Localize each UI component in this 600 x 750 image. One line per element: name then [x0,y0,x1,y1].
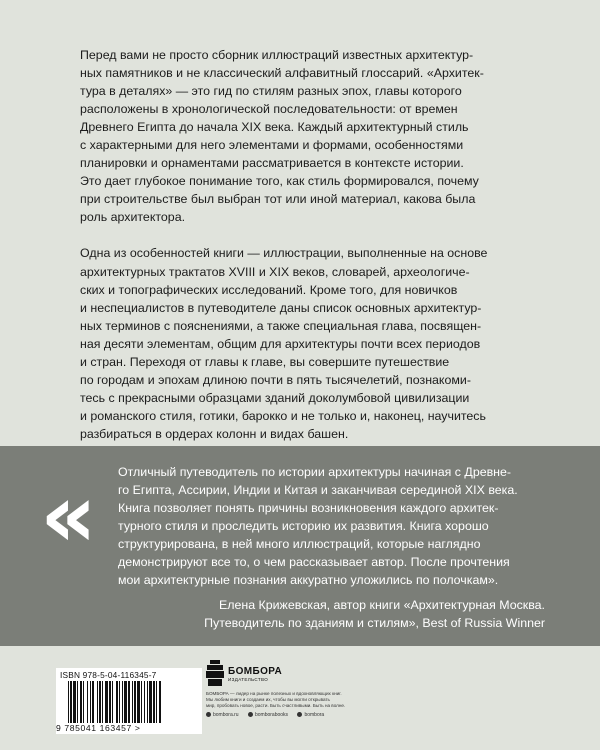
barcode-bar [147,681,148,723]
text-line: Перед вами не просто сборник иллюстраций известных архитектур- [80,48,474,62]
publisher-socials [206,712,332,718]
barcode-bar [97,681,98,723]
barcode-bar [80,681,82,723]
barcode-bar [128,681,130,723]
barcode-bar [153,681,155,723]
attribution-line: Елена Крижевская, автор книги «Архитектурная Москва. [218,598,545,612]
barcode-bar [134,681,136,723]
social-website[interactable]: bombora.ru [206,712,239,718]
barcode-bar [92,681,94,723]
text-line: роль архитектора. [80,210,186,225]
barcode-bar [73,681,76,723]
text-line: и романского стиля, готики, барокко и не только и, наконец, научитесь [80,408,486,423]
text-line: с характерными для него элементами и формами, особенностями [80,138,464,153]
text-line: ных памятников и не классический алфавитный глоссарий. «Архитек- [80,66,484,81]
review-quote-band [0,446,600,646]
barcode-bar [105,681,108,723]
quote-line: турного стиля и проследить историю их развития. Книга хорошо [118,519,489,533]
barcode-bar [156,681,157,723]
telegram-icon [297,712,302,717]
barcode-bar [141,681,142,723]
barcode-bar [83,681,84,723]
vk-icon [248,712,253,717]
globe-icon [206,712,211,717]
text-line: при строительстве был выбран тот или иной материал, какова была [80,192,476,207]
text-line: по городам и эпохам длиною почти в пять тысячелетий, познакоми- [80,372,471,387]
barcode-bar [122,681,123,723]
text-line: архитектурных трактатов XVIII и XIX веков, словарей, археологиче- [80,264,470,279]
quote-line: Книга позволяет понять причины возникновения каждого архитек- [118,501,499,515]
description-paragraph-1 [80,46,528,226]
barcode-bar [102,681,103,723]
quote-line: мои архитектурные познания аккуратно уложились по полочкам». [118,573,499,587]
description-paragraph-2 [80,244,528,443]
barcode-bar [137,681,140,723]
publisher-description-line: Мы любим книги и создаем их, чтобы вы могли открывать [206,697,330,703]
text-line: планировки и орнаментами рассматривается в контексте истории. [80,156,464,171]
barcode-bar [109,681,111,723]
review-quote-text [118,463,556,589]
social-vk[interactable]: bomborabooks [248,712,288,718]
text-line: тесь с прекрасными образцами зданий доколумбовой цивилизации [80,390,470,405]
publisher-subtitle: ИЗДАТЕЛЬСТВО [228,677,269,682]
text-line: Одна из особенностей книги — иллюстрации, выполненные на основе [80,246,488,261]
barcode-bar [116,681,118,723]
text-line: ских и топографических исследований. Кроме того, для новичков [80,282,458,297]
quote-line: структурирована, в ней много иллюстраций, которые наглядно [118,537,481,551]
barcode-bar [119,681,120,723]
publisher-description-line: БОМБОРА — лидер на рынке полезных и вдохновляющих книг. [206,691,342,696]
barcode-bar [144,681,145,723]
quote-line: Отличный путеводитель по истории архитектуры начиная с Древне- [118,465,512,479]
text-line: тура в деталях» — это гид по стилям разных эпох, главы которого [80,84,462,99]
quote-mark-icon: « [40,464,97,567]
text-line: расположены в хронологической последовательности: от времен [80,102,458,117]
isbn-label: ISBN 978-5-04-116345-7 [60,670,157,680]
text-line: разбираться в ордерах колонн и видах башен. [80,426,349,441]
publisher-description-line: мир, пробовать новое, расти. Быть счастливыми. Быть на волне. [206,703,346,709]
barcode-bar [70,681,72,723]
barcode-bar [149,681,152,723]
text-line: Древнего Египта до начала XIX века. Каждый архитектурный стиль [80,120,469,135]
barcode-bars [68,681,190,723]
barcode-bar [87,681,88,723]
social-telegram[interactable]: bombora [297,712,324,718]
barcode-number: 9 785041 163457 > [56,723,141,733]
text-line: ная десяти элементам, общим для архитектуры почти всех периодов [80,336,481,351]
bombora-logo-icon [206,660,224,686]
barcode-bar [159,681,161,723]
barcode-bar [99,681,101,723]
review-attribution [204,596,545,632]
publisher-name: БОМБОРА [228,666,283,677]
quote-line: демонстрируют все то, о чем рассказывает автор. После прочтения [118,555,510,569]
text-line: ных терминов с пояснениями, а также специальная глава, посвящен- [80,318,482,333]
publisher-description [206,691,396,710]
barcode-bar [68,681,69,723]
book-description [80,46,528,461]
text-line: Это дает глубокое понимание того, как стиль формировался, почему [80,174,479,189]
barcode-bar [132,681,133,723]
barcode-bar [112,681,113,723]
barcode-bar [124,681,127,723]
attribution-line: Путеводитель по зданиям и стилям», Best of Russia Winner [204,616,545,630]
barcode-bar [90,681,91,723]
barcode-bar [77,681,78,723]
isbn-barcode [56,668,202,734]
quote-line: го Египта, Ассирии, Индии и Китая и заканчивая серединой XIX века. [118,483,518,497]
text-line: и стран. Переходя от главы к главе, вы совершите путешествие [80,354,450,369]
text-line: и неспециалистов в путеводителе даны список основных архитектур- [80,300,482,315]
